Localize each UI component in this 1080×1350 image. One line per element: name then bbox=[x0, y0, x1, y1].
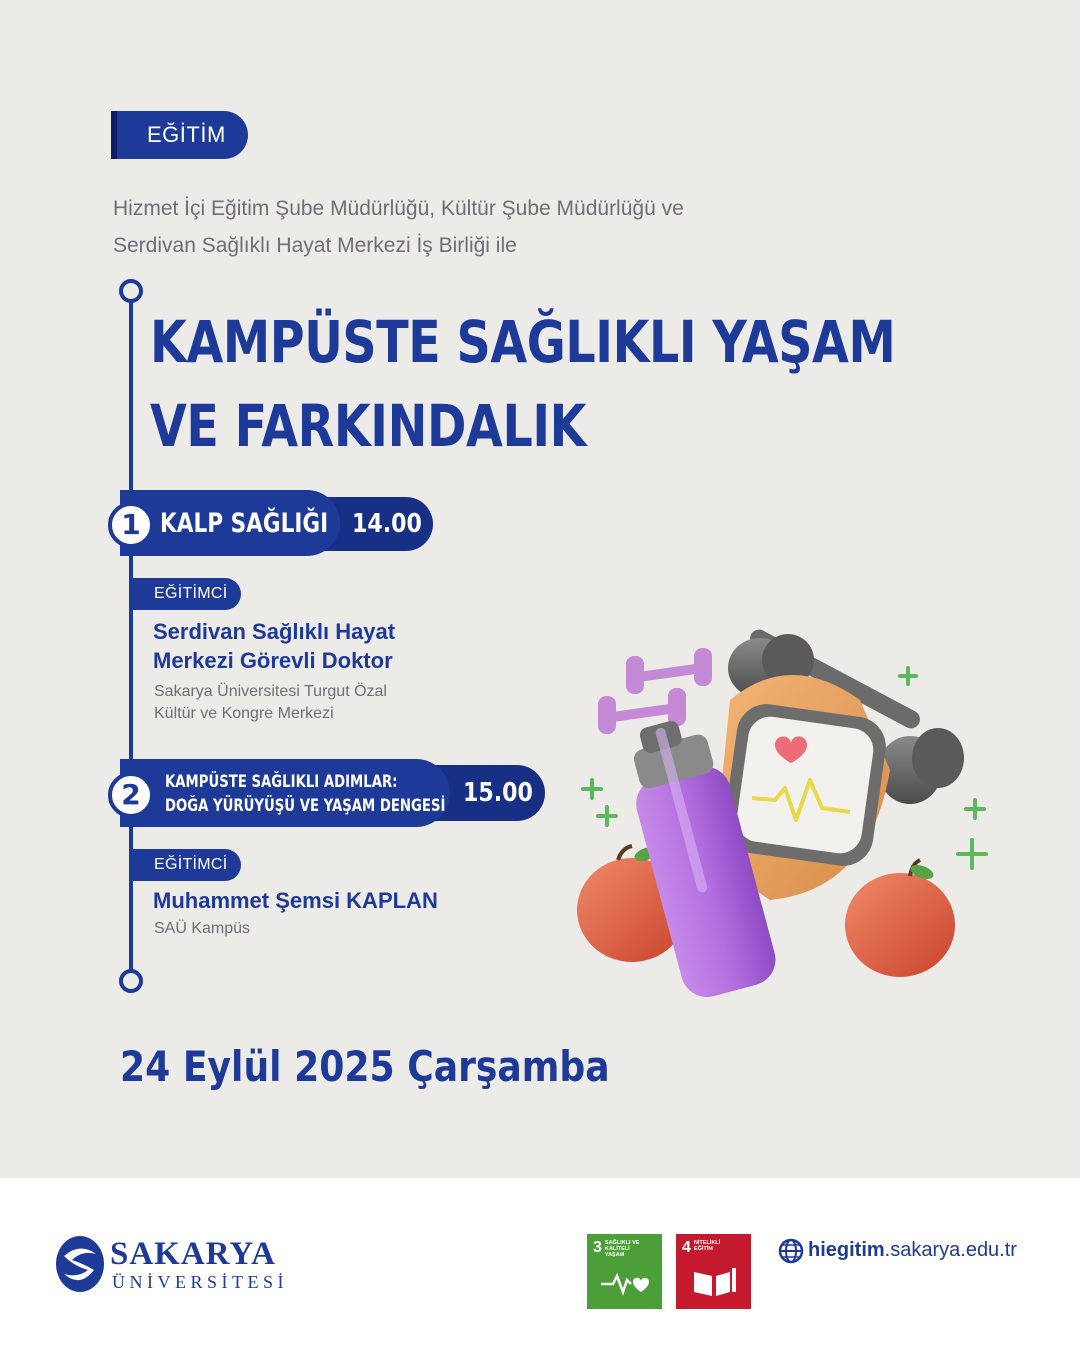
trainer-name-line-2: Merkezi Görevli Doktor bbox=[153, 648, 393, 673]
venue-line-1: Sakarya Üniversitesi Turgut Özal bbox=[154, 683, 387, 700]
session-2-title-pill bbox=[120, 759, 450, 827]
category-tag: EĞİTİM bbox=[111, 111, 248, 159]
title-line-2: VE FARKINDALIK bbox=[150, 392, 587, 460]
sdg-3-badge bbox=[587, 1234, 662, 1309]
session-2-trainer-name: Muhammet Şemsi KAPLAN bbox=[153, 888, 438, 913]
website-bold: hiegitim bbox=[808, 1239, 885, 1261]
university-logo-icon bbox=[54, 1234, 106, 1294]
session-2-time: 15.00 bbox=[463, 778, 533, 808]
session-1-trainer-tag: EĞİTİMCİ bbox=[131, 578, 241, 610]
book-icon bbox=[690, 1266, 738, 1298]
sdg-4-badge bbox=[676, 1234, 751, 1309]
session-2-title bbox=[165, 770, 445, 818]
title-line-1: KAMPÜSTE SAĞLIKLI YAŞAM bbox=[150, 308, 896, 376]
organizers-subtitle bbox=[113, 190, 873, 264]
event-title bbox=[150, 300, 896, 468]
timeline-end-dot bbox=[119, 969, 143, 993]
session-2-trainer-tag: EĞİTİMCİ bbox=[131, 849, 241, 881]
sdg-3-text: SAĞLIKLI VE KALİTELİ YAŞAM bbox=[604, 1240, 640, 1258]
sdg-4-number: 4 bbox=[682, 1239, 691, 1256]
university-subtitle: ÜNİVERSİTESİ bbox=[112, 1272, 288, 1292]
session-1-time: 14.00 bbox=[352, 509, 422, 539]
session-1-trainer-name bbox=[153, 617, 395, 675]
session-1-venue bbox=[154, 681, 387, 725]
globe-icon bbox=[778, 1238, 804, 1264]
timeline-start-dot bbox=[119, 279, 143, 303]
session-1-title: KALP SAĞLIĞI bbox=[160, 508, 329, 539]
website-link[interactable] bbox=[808, 1239, 1017, 1262]
dumbbell-icon bbox=[598, 648, 712, 734]
trainer-name-line-1: Serdivan Sağlıklı Hayat bbox=[153, 619, 396, 644]
sdg-4-text: NİTELİKLİ EĞİTİM bbox=[693, 1240, 721, 1252]
sdg-3-number: 3 bbox=[593, 1239, 602, 1256]
session-1-number: 1 bbox=[108, 502, 154, 548]
subtitle-line-1: Hizmet İçi Eğitim Şube Müdürlüğü, Kültür Şube Müdürlüğü ve bbox=[113, 197, 684, 220]
session-2-title-line-2: DOĞA YÜRÜYÜŞÜ VE YAŞAM DENGESİ bbox=[165, 796, 446, 816]
session-2-title-line-1: KAMPÜSTE SAĞLIKLI ADIMLAR: bbox=[165, 772, 398, 792]
university-name: SAKARYA bbox=[110, 1236, 276, 1272]
session-2-venue: SAÜ Kampüs bbox=[154, 920, 251, 937]
event-date: 24 Eylül 2025 Çarşamba bbox=[120, 1042, 610, 1091]
website-rest: .sakarya.edu.tr bbox=[884, 1239, 1017, 1261]
health-illustration bbox=[570, 620, 1010, 1010]
heartbeat-icon bbox=[601, 1270, 649, 1296]
venue-line-2: Kültür ve Kongre Merkezi bbox=[154, 705, 334, 722]
subtitle-line-2: Serdivan Sağlıklı Hayat Merkezi İş Birliği ile bbox=[113, 234, 517, 257]
session-2-number: 2 bbox=[108, 772, 154, 818]
